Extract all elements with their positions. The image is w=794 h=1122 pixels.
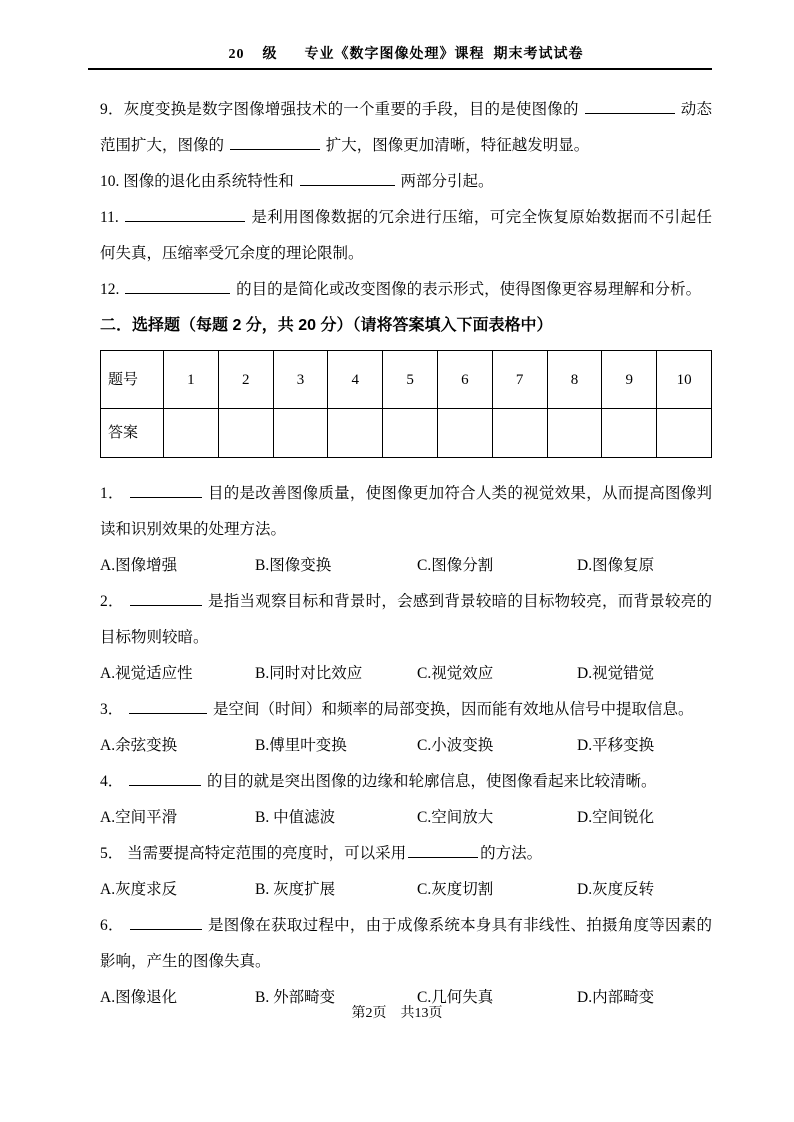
fill-question bbox=[100, 272, 712, 308]
page-content bbox=[100, 92, 712, 1016]
option-c: C.几何失真 bbox=[417, 989, 494, 1006]
choice-question-stem bbox=[100, 908, 712, 980]
option-d: D.平移变换 bbox=[577, 737, 655, 754]
answer-table-number-row bbox=[101, 351, 712, 409]
question-text: 2． bbox=[100, 593, 128, 610]
option-d: D.空间锐化 bbox=[577, 809, 655, 826]
answer-cell[interactable] bbox=[657, 409, 712, 458]
question-text: 的方法。 bbox=[480, 845, 543, 862]
question-text: 10. 图像的退化由系统特性和 bbox=[100, 173, 298, 190]
answer-blank[interactable] bbox=[129, 698, 207, 714]
section-title-choice: 二．选择题（每题 2 分，共 20 分）（请将答案填入下面表格中） bbox=[100, 317, 553, 334]
fill-question bbox=[100, 164, 712, 200]
fill-question bbox=[100, 200, 712, 272]
option-b: B. 灰度扩展 bbox=[255, 881, 336, 898]
option-c: C.视觉效应 bbox=[417, 665, 494, 682]
question-text: 11. bbox=[100, 209, 124, 226]
choice-options-row bbox=[100, 656, 712, 692]
option-d: D.视觉错觉 bbox=[577, 665, 655, 682]
answer-cell[interactable] bbox=[492, 409, 547, 458]
table-label-number: 题号 bbox=[101, 351, 164, 409]
option-b: B. 外部畸变 bbox=[255, 989, 336, 1006]
answer-table bbox=[100, 350, 712, 458]
question-number-cell: 5 bbox=[383, 351, 438, 409]
question-number-cell: 10 bbox=[657, 351, 712, 409]
question-text: 目的是改善图像质量，使图像更加符合人类的视觉效果，从而提高图像判读和识别效果的处理方法。 bbox=[100, 485, 712, 538]
choice-options-row bbox=[100, 548, 712, 584]
option-b: B. 中值滤波 bbox=[255, 809, 336, 826]
choice-question-stem bbox=[100, 764, 712, 800]
option-a: A.视觉适应性 bbox=[100, 665, 193, 682]
choice-options-row bbox=[100, 728, 712, 764]
question-number-cell: 9 bbox=[602, 351, 657, 409]
option-c: C.灰度切割 bbox=[417, 881, 494, 898]
choice-question-stem bbox=[100, 584, 712, 656]
answer-cell[interactable] bbox=[273, 409, 328, 458]
option-b: B.图像变换 bbox=[255, 557, 332, 574]
option-a: A.空间平滑 bbox=[100, 809, 178, 826]
answer-cell[interactable] bbox=[602, 409, 657, 458]
question-text: 动态范围扩大，图像的 bbox=[100, 101, 712, 154]
fill-in-questions-section bbox=[100, 92, 712, 308]
question-text: 是指当观察目标和背景时，会感到背景较暗的目标物较亮，而背景较亮的目标物则较暗。 bbox=[100, 593, 712, 646]
answer-cell[interactable] bbox=[164, 409, 219, 458]
question-text: 1． bbox=[100, 485, 128, 502]
question-text: 是空间（时间）和频率的局部变换，因而能有效地从信号中提取信息。 bbox=[209, 701, 694, 718]
question-number-cell: 1 bbox=[164, 351, 219, 409]
question-text: 是图像在获取过程中，由于成像系统本身具有非线性、拍摄角度等因素的影响，产生的图像失真。 bbox=[100, 917, 712, 970]
answer-blank[interactable] bbox=[125, 278, 230, 294]
choice-options-row bbox=[100, 872, 712, 908]
choice-question-stem bbox=[100, 692, 712, 728]
question-text: 12. bbox=[100, 281, 124, 298]
question-text: 6． bbox=[100, 917, 128, 934]
answer-blank[interactable] bbox=[130, 482, 202, 498]
answer-blank[interactable] bbox=[408, 842, 478, 858]
answer-blank[interactable] bbox=[130, 914, 202, 930]
option-a: A.图像增强 bbox=[100, 557, 178, 574]
option-c: C.小波变换 bbox=[417, 737, 494, 754]
option-c: C.空间放大 bbox=[417, 809, 494, 826]
question-number-cell: 4 bbox=[328, 351, 383, 409]
question-number-cell: 2 bbox=[218, 351, 273, 409]
page-footer: 第2页 共13页 bbox=[351, 1006, 443, 1021]
question-text: 是利用图像数据的冗余进行压缩，可完全恢复原始数据而不引起任何失真，压缩率受冗余度的理论限制。 bbox=[100, 209, 712, 262]
answer-blank[interactable] bbox=[125, 206, 245, 222]
option-d: D.内部畸变 bbox=[577, 989, 655, 1006]
table-label-answer: 答案 bbox=[101, 409, 164, 458]
question-text: 扩大，图像更加清晰，特征越发明显。 bbox=[321, 137, 590, 154]
answer-cell[interactable] bbox=[218, 409, 273, 458]
answer-cell[interactable] bbox=[328, 409, 383, 458]
choice-options-row bbox=[100, 800, 712, 836]
option-c: C.图像分割 bbox=[417, 557, 494, 574]
answer-cell[interactable] bbox=[437, 409, 492, 458]
question-number-cell: 7 bbox=[492, 351, 547, 409]
answer-blank[interactable] bbox=[585, 98, 675, 114]
option-a: A.灰度求反 bbox=[100, 881, 178, 898]
option-a: A.余弦变换 bbox=[100, 737, 178, 754]
question-number-cell: 6 bbox=[437, 351, 492, 409]
question-text: 两部分引起。 bbox=[396, 173, 494, 190]
question-text: 4． bbox=[100, 773, 128, 790]
option-b: B.傅里叶变换 bbox=[255, 737, 347, 754]
answer-blank[interactable] bbox=[129, 770, 201, 786]
question-text: 9．灰度变换是数字图像增强技术的一个重要的手段，目的是使图像的 bbox=[100, 101, 583, 118]
option-a: A.图像退化 bbox=[100, 989, 178, 1006]
answer-cell[interactable] bbox=[547, 409, 602, 458]
answer-table-answer-row bbox=[101, 409, 712, 458]
header-title: 20 级 专业《数字图像处理》课程 期末考试试卷 bbox=[228, 47, 584, 62]
choice-question-stem bbox=[100, 836, 712, 872]
option-d: D.图像复原 bbox=[577, 557, 655, 574]
question-text: 5． 当需要提高特定范围的亮度时，可以采用 bbox=[100, 845, 407, 862]
page-header bbox=[100, 46, 712, 70]
question-text: 的目的是简化或改变图像的表示形式，使得图像更容易理解和分析。 bbox=[232, 281, 702, 298]
question-text: 3． bbox=[100, 701, 128, 718]
choice-question-stem bbox=[100, 476, 712, 548]
answer-blank[interactable] bbox=[300, 170, 395, 186]
answer-blank[interactable] bbox=[230, 134, 320, 150]
question-number-cell: 3 bbox=[273, 351, 328, 409]
question-text: 的目的就是突出图像的边缘和轮廓信息，使图像看起来比较清晰。 bbox=[203, 773, 657, 790]
option-d: D.灰度反转 bbox=[577, 881, 655, 898]
question-number-cell: 8 bbox=[547, 351, 602, 409]
option-b: B.同时对比效应 bbox=[255, 665, 363, 682]
answer-cell[interactable] bbox=[383, 409, 438, 458]
header-rule bbox=[88, 68, 712, 70]
answer-blank[interactable] bbox=[130, 590, 202, 606]
fill-question bbox=[100, 92, 712, 164]
choice-questions-section bbox=[100, 476, 712, 1016]
